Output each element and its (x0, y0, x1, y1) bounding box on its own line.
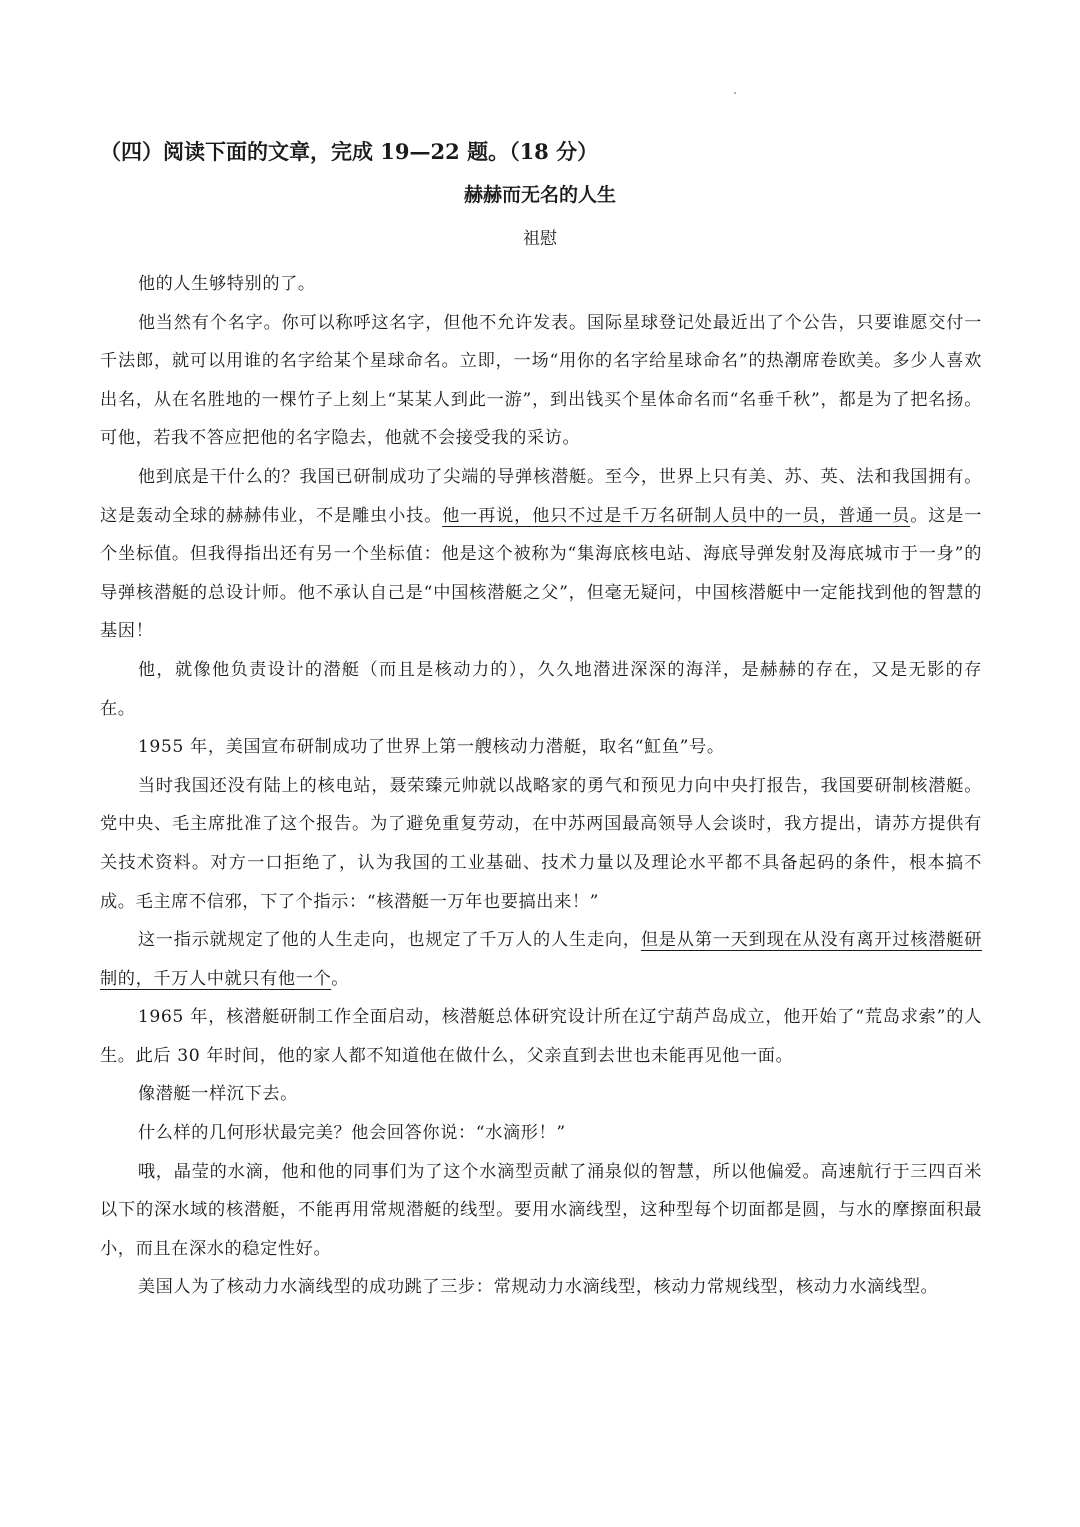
paragraph-text: 哦，晶莹的水滴，他和他的同事们为了这个水滴型贡献了涌泉似的智慧，所以他偏爱。高速航行于三四百米以下的深水域的核潜艇，不能再用常规潜艇的线型。要用水滴线型，这种型每个切面都是圆，与水的摩擦面积最小，而且在深水的稳定性好。 (100, 1161, 982, 1259)
article-paragraph (100, 767, 982, 921)
paragraph-text: 当时我国还没有陆上的核电站，聂荣臻元帅就以战略家的勇气和预见力向中央打报告，我国要研制核潜艇。党中央、毛主席批准了这个报告。为了避免重复劳动，在中苏两国最高领导人会谈时，我方提出，请苏方提供有关技术资料。对方一口拒绝了，认为我国的工业基础、技术力量以及理论水平都不具备起码的条件，根本搞不成。毛主席不信邪，下了个指示：“核潜艇一万年也要搞出来！” (100, 775, 982, 912)
article-paragraph (100, 1075, 982, 1114)
underlined-sentence: 但是从第一天到现在从没有离开过核潜艇研制的，千万人中就只有他一个 (100, 930, 982, 989)
paragraph-text: 他到底是干什么的？我国已研制成功了尖端的导弹核潜艇。至今，世界上只有美、苏、英、法和我国拥有。这是轰动全球的赫赫伟业，不是雕虫小技。 (100, 466, 982, 526)
article-paragraph (100, 1114, 982, 1153)
article-paragraph (100, 458, 982, 651)
article-author: 祖慰 (523, 229, 557, 249)
paragraph-text: 什么样的几何形状最完美？他会回答你说：“水滴形！” (137, 1123, 566, 1144)
article-paragraph (100, 304, 982, 458)
article-paragraph (100, 1153, 982, 1269)
article-body (100, 265, 982, 1307)
section-heading: （四）阅读下面的文章，完成 19—22 题。（18 分） (100, 139, 599, 164)
paragraph-text: 。 (331, 968, 350, 989)
paragraph-text: 他的人生够特别的了。 (137, 274, 316, 294)
article-paragraph (100, 651, 982, 728)
article-paragraph (100, 921, 982, 998)
paragraph-text: 他当然有个名字。你可以称呼这名字，但他不允许发表。国际星球登记处最近出了个公告，只要谁愿交付一千法郎，就可以用谁的名字给某个星球命名。立即，一场“用你的名字给星球命名”的热潮席卷欧美。多少人喜欢出名，从在名胜地的一棵竹子上刻上“某某人到此一游”，到出钱买个星体命名而“名垂千秋”，都是为了把名扬。可他，若我不答应把他的名字隐去，他就不会接受我的采访。 (100, 312, 982, 449)
article-paragraph (100, 728, 982, 767)
paragraph-text: 1955 年，美国宣布研制成功了世界上第一艘核动力潜艇，取名“魟鱼”号。 (137, 737, 725, 758)
paragraph-text: 他，就像他负责设计的潜艇（而且是核动力的），久久地潜进深深的海洋，是赫赫的存在，又是无影的存在。 (100, 659, 982, 719)
article-paragraph (100, 1268, 982, 1307)
paragraph-text: 美国人为了核动力水滴线型的成功跳了三步：常规动力水滴线型，核动力常规线型，核动力水滴线型。 (137, 1277, 939, 1298)
article-title: 赫赫而无名的人生 (463, 184, 616, 206)
paragraph-text: 这一指示就规定了他的人生走向，也规定了千万人的人生走向， (137, 930, 641, 951)
paragraph-text: 。这是一个坐标值。但我得指出还有另一个坐标值：他是这个被称为“集海底核电站、海底导弹发射及海底城市于一身”的导弹核潜艇的总设计师。他不承认自己是“中国核潜艇之父”，但毫无疑问，中国核潜艇中一定能找到他的智慧的基因！ (100, 505, 982, 642)
article-paragraph (100, 998, 982, 1075)
page-speck (734, 92, 736, 94)
article-paragraph (100, 265, 982, 304)
underlined-sentence: 他一再说，他只不过是千万名研制人员中的一员，普通一员 (442, 505, 911, 526)
paragraph-text: 1965 年，核潜艇研制工作全面启动，核潜艇总体研究设计所在辽宁葫芦岛成立，他开始了“荒岛求索”的人生。此后 30 年时间，他的家人都不知道他在做什么，父亲直到去世也未能再见他一面。 (100, 1007, 982, 1066)
paragraph-text: 像潜艇一样沉下去。 (137, 1084, 298, 1105)
